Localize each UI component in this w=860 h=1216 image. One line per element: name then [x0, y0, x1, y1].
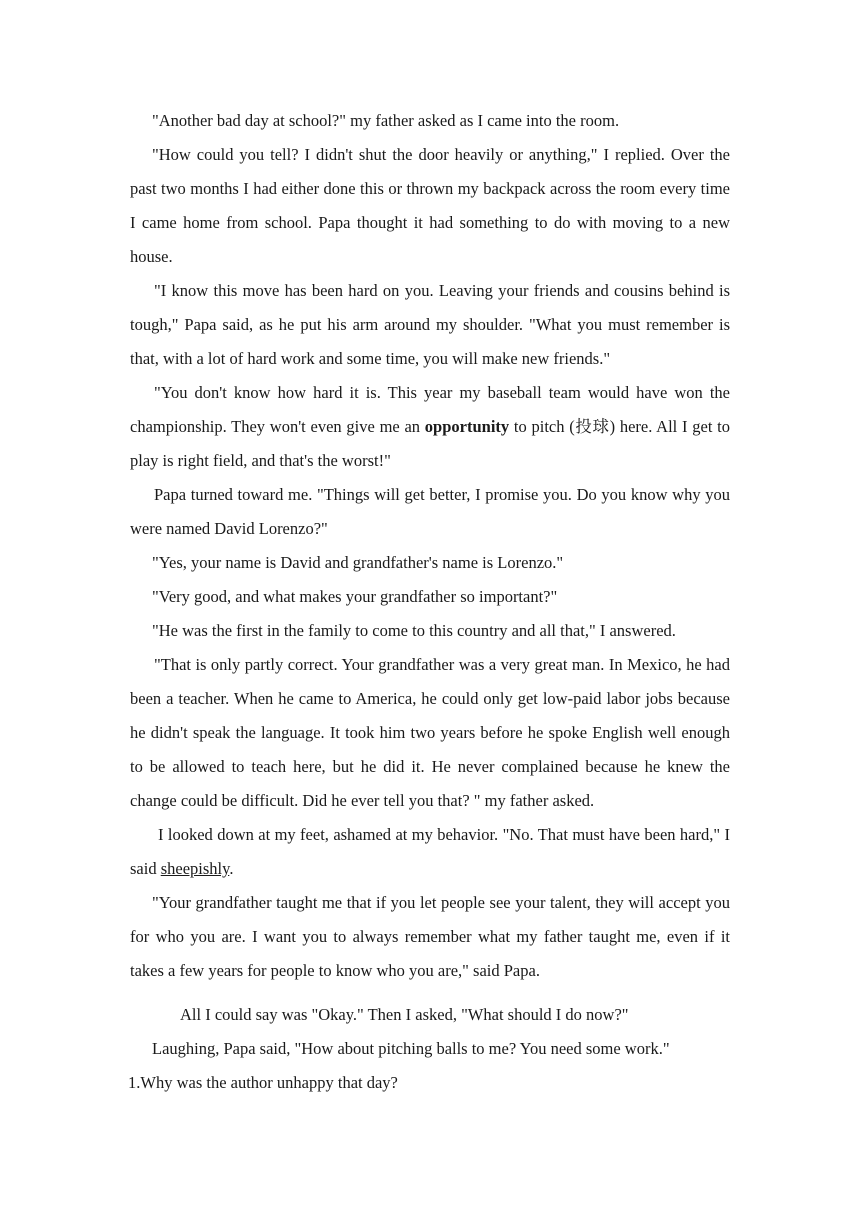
question-1: 1.Why was the author unhappy that day?: [128, 1073, 398, 1092]
paragraph-4-text-start: "You don't know how hard it is. This year my baseball team would have won the championship. They won't even give me an: [130, 383, 730, 436]
bold-word-opportunity: opportunity: [424, 417, 510, 436]
paragraph-4-text-end: to pitch (投球) here. All I get to play is right field, and that's the worst!": [130, 417, 730, 470]
paragraph-13: Laughing, Papa said, "How about pitching balls to me? You need some work.": [152, 1039, 670, 1058]
paragraph-11: "Your grandfather taught me that if you let people see your talent, they will accept you for who you are. I want you to always remember what my father taught me, even if it takes a few years for people to know who you are," said Papa.: [130, 893, 730, 980]
paragraph-3: "I know this move has been hard on you. Leaving your friends and cousins behind is tough," Papa said, as he put his arm around my shoulder. "What you must remember is that, with a lot of hard work and some time, you will make new friends.": [130, 281, 730, 368]
reading-passage: [130, 104, 730, 1100]
paragraph-10-text-end: .: [229, 859, 234, 878]
underlined-word-sheepishly: sheepishly: [160, 859, 230, 878]
paragraph-10: [130, 818, 730, 886]
paragraph-6: "Yes, your name is David and grandfather's name is Lorenzo.": [152, 553, 564, 572]
paragraph-5: Papa turned toward me. "Things will get better, I promise you. Do you know why you were named David Lorenzo?": [130, 485, 730, 538]
paragraph-2: "How could you tell? I didn't shut the door heavily or anything," I replied. Over the past two months I had either done this or thrown my backpack across the room every time I came home from school. Papa thought it had something to do with moving to a new house.: [130, 145, 730, 266]
paragraph-4: [130, 376, 730, 478]
paragraph-12: All I could say was "Okay." Then I asked, "What should I do now?": [180, 1005, 629, 1024]
paragraph-8: "He was the first in the family to come to this country and all that," I answered.: [152, 621, 676, 640]
paragraph-7: "Very good, and what makes your grandfather so important?": [152, 587, 558, 606]
paragraph-10-text-start: I looked down at my feet, ashamed at my behavior. "No. That must have been hard," I said: [130, 825, 730, 878]
paragraph-9: "That is only partly correct. Your grandfather was a very great man. In Mexico, he had been a teacher. When he came to America, he could only get low-paid labor jobs because he didn't speak the language. It took him two years before he spoke English well enough to be allowed to teach here, but he did it. He never complained because he knew the change could be difficult. Did he ever tell you that? " my father asked.: [130, 655, 730, 810]
paragraph-1: "Another bad day at school?" my father asked as I came into the room.: [152, 111, 620, 130]
